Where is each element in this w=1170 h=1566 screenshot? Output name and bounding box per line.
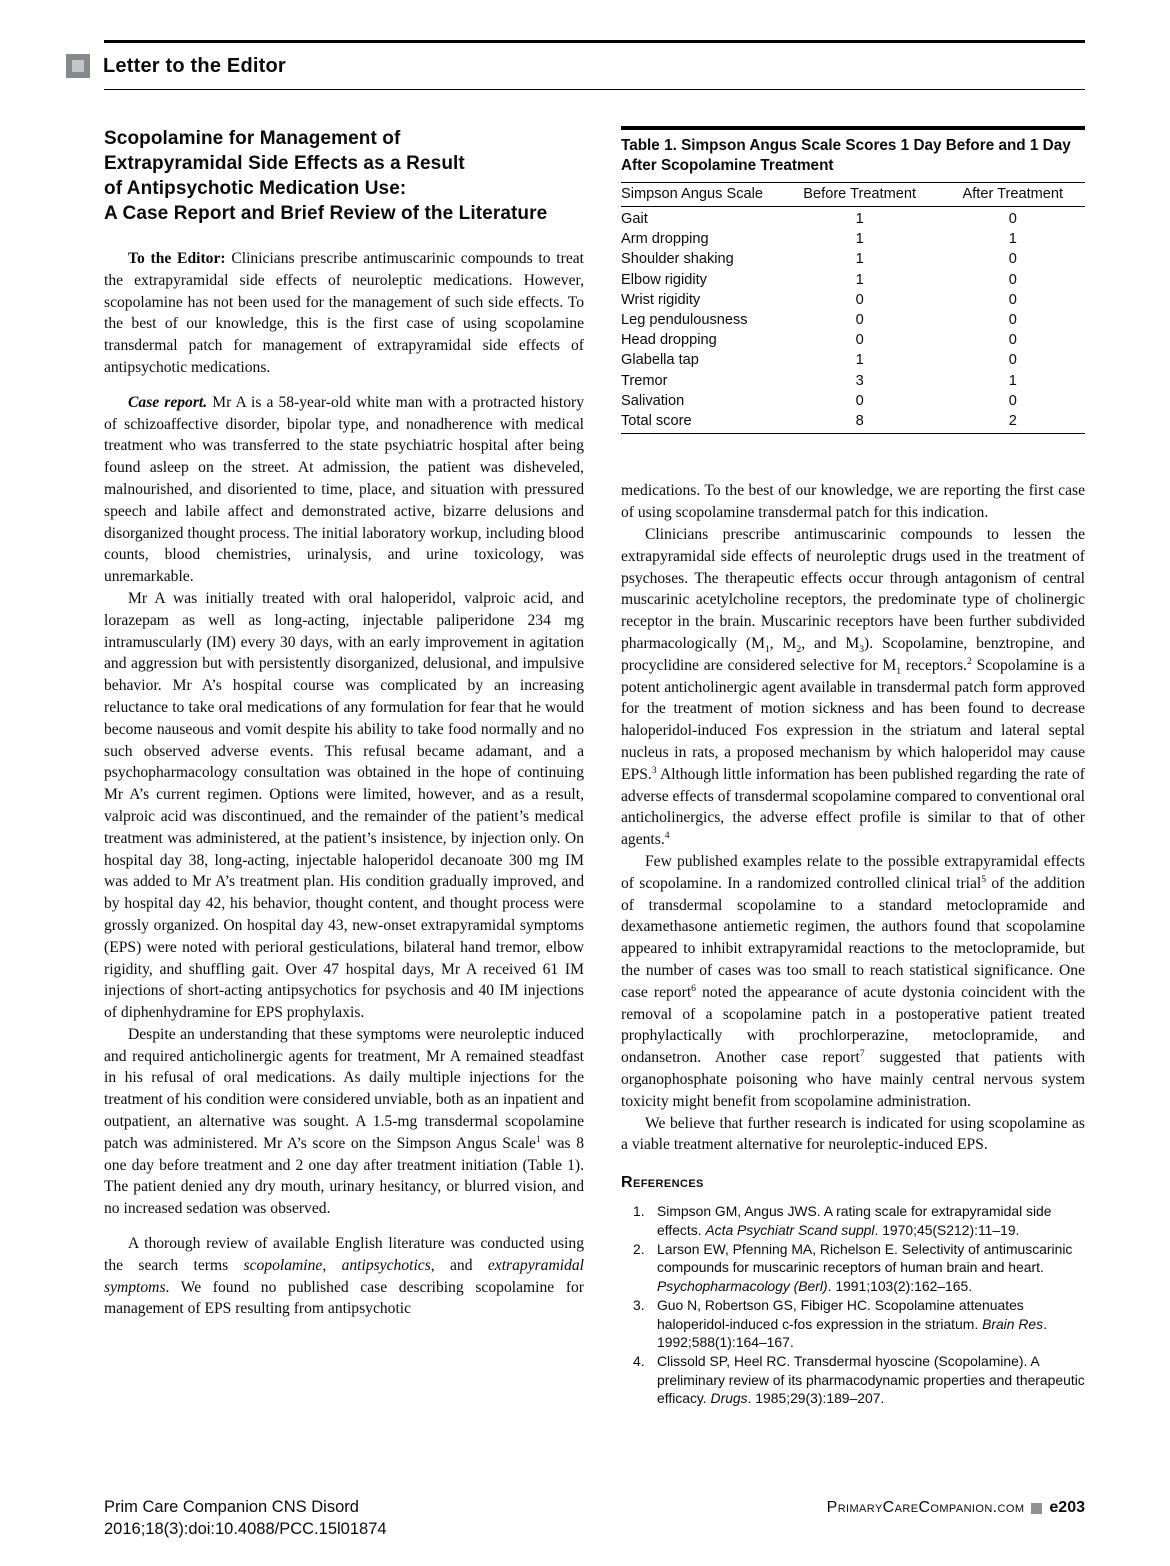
text-segment-i: Acta Psychiatr Scand suppl bbox=[705, 1221, 875, 1238]
page-footer bbox=[104, 1497, 1085, 1540]
footer-square-icon bbox=[1031, 1503, 1042, 1514]
table-title: Table 1. Simpson Angus Scale Scores 1 Day Before and 1 Day After Scopolamine Treatment bbox=[621, 130, 1085, 183]
text-segment-i: antipsychotics bbox=[341, 1256, 431, 1274]
paragraph bbox=[621, 1113, 1085, 1157]
reference-text bbox=[657, 1202, 1085, 1239]
reference-list bbox=[621, 1202, 1085, 1407]
row-value: 0 bbox=[855, 332, 864, 349]
paragraph bbox=[104, 248, 584, 379]
table-body bbox=[621, 207, 1085, 434]
text-segment: suggested that patients with organophosphate poisoning who have mainly central nervous system toxicity might benefit from scopolamine administration. bbox=[621, 1049, 1085, 1110]
row-value: 1 bbox=[855, 251, 864, 268]
article-title: Scopolamine for Management of Extrapyramidal Side Effects as a Result of Antipsychotic Medication Use: A Case Report and Brief Review of the Literature bbox=[104, 128, 548, 224]
text-segment: Guo N, Robertson GS, Fibiger HC. Scopolamine attenuates haloperidol-induced c-fos expression in the striatum. bbox=[657, 1297, 1024, 1332]
row-value: 3 bbox=[855, 372, 864, 389]
text-segment: Clinicians prescribe antimuscarinic compounds to lessen the extrapyramidal side effects of neuroleptic drugs used in the treatment of psychoses. The therapeutic effects occur through antagonism of central muscarinic acetylcholine receptors, the predominate type of cholinergic receptor in the brain. Muscarinic receptors have been further subdivided pharmacologically (M bbox=[621, 526, 1085, 653]
table-row bbox=[621, 290, 1085, 310]
table-column-header: After Treatment bbox=[941, 183, 1085, 207]
row-value: 1 bbox=[855, 231, 864, 248]
row-value: 0 bbox=[1008, 251, 1017, 268]
table-column-header: Simpson Angus Scale bbox=[621, 183, 779, 207]
page-number: e203 bbox=[1049, 1499, 1085, 1516]
text-segment: , bbox=[322, 1256, 342, 1274]
text-segment-i: extrapyramidal symptoms bbox=[104, 1256, 585, 1296]
text-segment-i: scopolamine bbox=[243, 1256, 323, 1274]
reference-text bbox=[657, 1240, 1085, 1295]
text-segment-bi: Case report. bbox=[128, 393, 208, 411]
row-value: 0 bbox=[1008, 352, 1017, 369]
journal-website: PrimaryCareCompanion.com bbox=[826, 1499, 1025, 1516]
text-segment-i: Brain Res bbox=[982, 1315, 1044, 1332]
paragraph bbox=[621, 524, 1085, 851]
row-value: 1 bbox=[855, 352, 864, 369]
row-value: 2 bbox=[941, 411, 1085, 434]
table-1 bbox=[621, 126, 1085, 434]
text-segment: . 1985;29(3):189–207. bbox=[747, 1390, 885, 1407]
text-segment-sup: 6 bbox=[691, 982, 696, 994]
row-label: Total score bbox=[621, 411, 779, 434]
text-segment: . We found no published case describing scopolamine for management of EPS resulting from antipsychotic bbox=[104, 1278, 584, 1318]
reference-item bbox=[633, 1352, 1085, 1407]
text-segment-sup: 4 bbox=[664, 830, 670, 842]
left-column bbox=[104, 126, 584, 1409]
text-segment: . 1970;45(S212):11–19. bbox=[874, 1221, 1020, 1238]
text-segment-sub: 2 bbox=[796, 644, 802, 656]
journal-citation bbox=[104, 1497, 387, 1540]
table-row bbox=[621, 411, 1085, 434]
text-segment: , and M bbox=[801, 635, 860, 653]
row-value: 0 bbox=[855, 311, 864, 328]
text-segment-i: Psychopharmacology (Berl) bbox=[657, 1277, 828, 1294]
text-segment: Clissold SP, Heel RC. Transdermal hyoscine (Scopolamine). A preliminary review of its pharmacodynamic properties and therapeutic efficacy. bbox=[657, 1353, 1085, 1407]
section-title: Letter to the Editor bbox=[103, 54, 286, 77]
text-segment-sub: 1 bbox=[896, 665, 902, 677]
row-value: 0 bbox=[1008, 291, 1017, 308]
text-segment-sub: 1 bbox=[764, 644, 770, 656]
text-segment: . 1992;588(1):164–167. bbox=[657, 1315, 1047, 1351]
row-label: Salivation bbox=[621, 392, 685, 409]
text-segment: was 8 one day before treatment and 2 one day after treatment initiation (Table 1). The patient denied any dry mouth, urinary hesitancy, or blurred vision, and no increased sedation was observed. bbox=[104, 1134, 584, 1218]
row-value: 0 bbox=[1008, 392, 1017, 409]
text-segment: Mr A is a 58-year-old white man with a protracted history of schizoaffective disorder, bipolar type, and nonadherence with medical treatment who was transferred to the state psychiatric hospital after being found asleep on the street. At admission, the patient was disheveled, malnourished, and disoriented to time, place, and situation with pressured speech and labile affect and demonstrated active, bizarre delusions and disorganized thought process. The initial laboratory workup, including blood counts, blood chemistries, urinalysis, and urine toxicology, was unremarkable. bbox=[104, 393, 585, 586]
text-segment: . 1991;103(2):162–165. bbox=[827, 1277, 973, 1294]
row-label: Arm dropping bbox=[621, 231, 709, 248]
table-row bbox=[621, 229, 1085, 249]
row-label: Head dropping bbox=[621, 332, 717, 349]
text-segment-sup: 5 bbox=[981, 873, 987, 885]
text-segment: Despite an understanding that these symptoms were neuroleptic induced and required anticholinergic agents for treatment, Mr A remained steadfast in his refusal of oral medications. As daily multiple injections for the treatment of his condition were considered unviable, both as an inpatient and outpatient, an alternative was sought. A 1.5-mg transdermal scopolamine patch was administered. Mr A’s score on the Simpson Angus Scale bbox=[104, 1025, 584, 1152]
text-segment: Mr A was initially treated with oral haloperidol, valproic acid, and lorazepam as well as long-acting, injectable paliperidone 234 mg intramuscularly (IM) every 30 days, with an early improvement in agitation and aggression but with persistently disorganized, delusional, and impulsive behavior. Mr A’s hospital course was complicated by an increasing reluctance to take oral medications of any formulation for fear that he would become nauseous and vomit despite his ability to take food normally and no such observed adverse events. This refusal became adamant, and a psychopharmacology consultation was obtained in the hope of continuing Mr A’s current regimen. Options were limited, however, and as a result, valproic acid was discontinued, and the remainder of the patient’s medical treatment was administered, at the patient’s insistence, by injection only. On hospital day 38, long-acting, injectable haloperidol decanoate 300 mg IM was added to Mr A’s treatment plan. His condition gradually improved, and by hospital day 42, his behavior, thought content, and thought process were grossly organized. On hospital day 43, new-onset extrapyramidal symptoms (EPS) were noted with perioral gesticulations, bilateral hand tremor, elbow rigidity, and shuffling gait. Over 47 hospital days, Mr A received 61 IM injections of short-acting antipsychotics for psychosis and 40 IM injections of diphenhydramine for EPS prophylaxis. bbox=[104, 589, 584, 1022]
simpson-angus-table bbox=[621, 183, 1085, 434]
table-column-header: Before Treatment bbox=[779, 183, 941, 207]
row-value: 1 bbox=[855, 271, 864, 288]
row-label: Shoulder shaking bbox=[621, 251, 734, 268]
section-header bbox=[104, 40, 1085, 90]
left-paragraphs bbox=[104, 248, 584, 1320]
row-value: 0 bbox=[855, 291, 864, 308]
doi-line: 2016;18(3):doi:10.4088/PCC.15l01874 bbox=[104, 1519, 387, 1538]
reference-number: 4. bbox=[633, 1353, 645, 1370]
row-label: Glabella tap bbox=[621, 352, 699, 369]
reference-text bbox=[657, 1296, 1085, 1351]
text-segment: We believe that further research is indicated for using scopolamine as a viable treatment alternative for neuroleptic-induced EPS. bbox=[621, 1114, 1085, 1154]
text-segment-sup: 1 bbox=[535, 1133, 541, 1145]
text-segment: Although little information has been published regarding the rate of adverse effects of transdermal scopolamine compared to conventional oral anticholinergics, the adverse effect profile is similar to that of other agents. bbox=[621, 765, 1085, 849]
text-segment: Few published examples relate to the possible extrapyramidal effects of scopolamine. In a randomized controlled clinical trial bbox=[621, 853, 1085, 892]
row-label: Tremor bbox=[621, 372, 668, 389]
text-segment-b: To the Editor: bbox=[128, 250, 226, 267]
text-segment: Scopolamine is a potent anticholinergic agent available in transdermal patch form approved for the treatment of motion sickness and has been found to decrease haloperidol-induced Fos expression in the striatum and lateral septal nucleus in rats, a proposed mechanism by which haloperidol may cause EPS. bbox=[621, 656, 1085, 783]
text-segment: Simpson GM, Angus JWS. A rating scale for extrapyramidal side effects. bbox=[657, 1203, 1052, 1238]
text-segment-sup: 3 bbox=[651, 764, 657, 776]
text-segment-i: Drugs bbox=[710, 1390, 748, 1407]
paragraph bbox=[104, 588, 584, 1024]
table-row bbox=[621, 330, 1085, 350]
section-square-icon bbox=[66, 54, 90, 78]
paragraph bbox=[621, 851, 1085, 1113]
right-column bbox=[621, 126, 1085, 1409]
row-value: 0 bbox=[1008, 311, 1017, 328]
table-row bbox=[621, 351, 1085, 371]
reference-item bbox=[633, 1240, 1085, 1295]
table-header-row bbox=[621, 183, 1085, 207]
text-segment: ). Scopolamine, benztropine, and procyclidine are considered selective for M bbox=[621, 635, 1086, 674]
journal-name: Prim Care Companion CNS Disord bbox=[104, 1498, 359, 1516]
reference-item bbox=[633, 1202, 1085, 1239]
paragraph bbox=[621, 480, 1085, 524]
row-value: 0 bbox=[1008, 211, 1017, 227]
row-value: 1 bbox=[855, 211, 864, 227]
row-value: 1 bbox=[1008, 372, 1017, 389]
reference-number: 1. bbox=[633, 1203, 645, 1220]
paragraph bbox=[104, 1024, 584, 1220]
reference-number: 3. bbox=[633, 1297, 645, 1314]
text-segment: medications. To the best of our knowledge, we are reporting the first case of using scopolamine transdermal patch for this indication. bbox=[621, 482, 1085, 522]
paragraph bbox=[104, 392, 584, 588]
row-value: 0 bbox=[1008, 332, 1017, 349]
table-row bbox=[621, 310, 1085, 330]
references-section bbox=[621, 1174, 1085, 1407]
table-row bbox=[621, 391, 1085, 411]
table-row bbox=[621, 250, 1085, 270]
text-segment: Larson EW, Pfenning MA, Richelson E. Selectivity of antimuscarinic compounds for muscarinic receptors of human brain and heart. bbox=[657, 1240, 1073, 1276]
text-segment-sub: 3 bbox=[859, 644, 865, 656]
text-segment: receptors. bbox=[901, 656, 967, 674]
row-value: 1 bbox=[1008, 231, 1017, 248]
row-label: Leg pendulousness bbox=[621, 311, 748, 328]
text-segment-sup: 2 bbox=[966, 655, 972, 667]
row-label: Wrist rigidity bbox=[621, 291, 701, 308]
right-paragraphs bbox=[621, 480, 1085, 1156]
footer-right bbox=[827, 1499, 1085, 1517]
paragraph bbox=[104, 1233, 584, 1320]
row-value: 8 bbox=[779, 411, 941, 434]
row-label: Elbow rigidity bbox=[621, 271, 707, 288]
table-row bbox=[621, 207, 1085, 230]
table-row bbox=[621, 371, 1085, 391]
article-body bbox=[104, 126, 1085, 1409]
text-segment: Clinicians prescribe antimuscarinic compounds to treat the extrapyramidal side effects of neuroleptic medications. However, scopolamine has not been used for the management of such side effects. To the best of our knowledge, this is the first case of using scopolamine transdermal patch for management of extrapyramidal side effects of antipsychotic medications. bbox=[104, 250, 585, 376]
text-segment: , M bbox=[769, 635, 797, 653]
text-segment: noted the appearance of acute dystonia coincident with the removal of a scopolamine patch in a postoperative patient treated prophylactically with prochlorperazine, metoclopramide, and ondansetron. Another case report bbox=[621, 983, 1085, 1067]
row-value: 0 bbox=[1008, 271, 1017, 288]
row-label: Gait bbox=[621, 211, 648, 227]
table-row bbox=[621, 270, 1085, 290]
reference-item bbox=[633, 1296, 1085, 1351]
reference-text bbox=[657, 1352, 1085, 1407]
reference-number: 2. bbox=[633, 1240, 645, 1257]
section-square-icon-inner bbox=[72, 60, 84, 72]
text-segment: of the addition of transdermal scopolamine to a standard metoclopramide and dexamethasone antiemetic regimen, the authors found that scopolamine appeared to inhibit extrapyramidal reactions to the metoclopramide, but the number of cases was too small to reach statistical significance. One case report bbox=[621, 874, 1085, 1001]
row-value: 0 bbox=[855, 392, 864, 409]
references-heading: References bbox=[621, 1174, 704, 1192]
text-segment: A thorough review of available English literature was conducted using the search terms bbox=[104, 1235, 584, 1274]
text-segment: , and bbox=[430, 1256, 488, 1274]
text-segment-sup: 7 bbox=[859, 1048, 865, 1059]
